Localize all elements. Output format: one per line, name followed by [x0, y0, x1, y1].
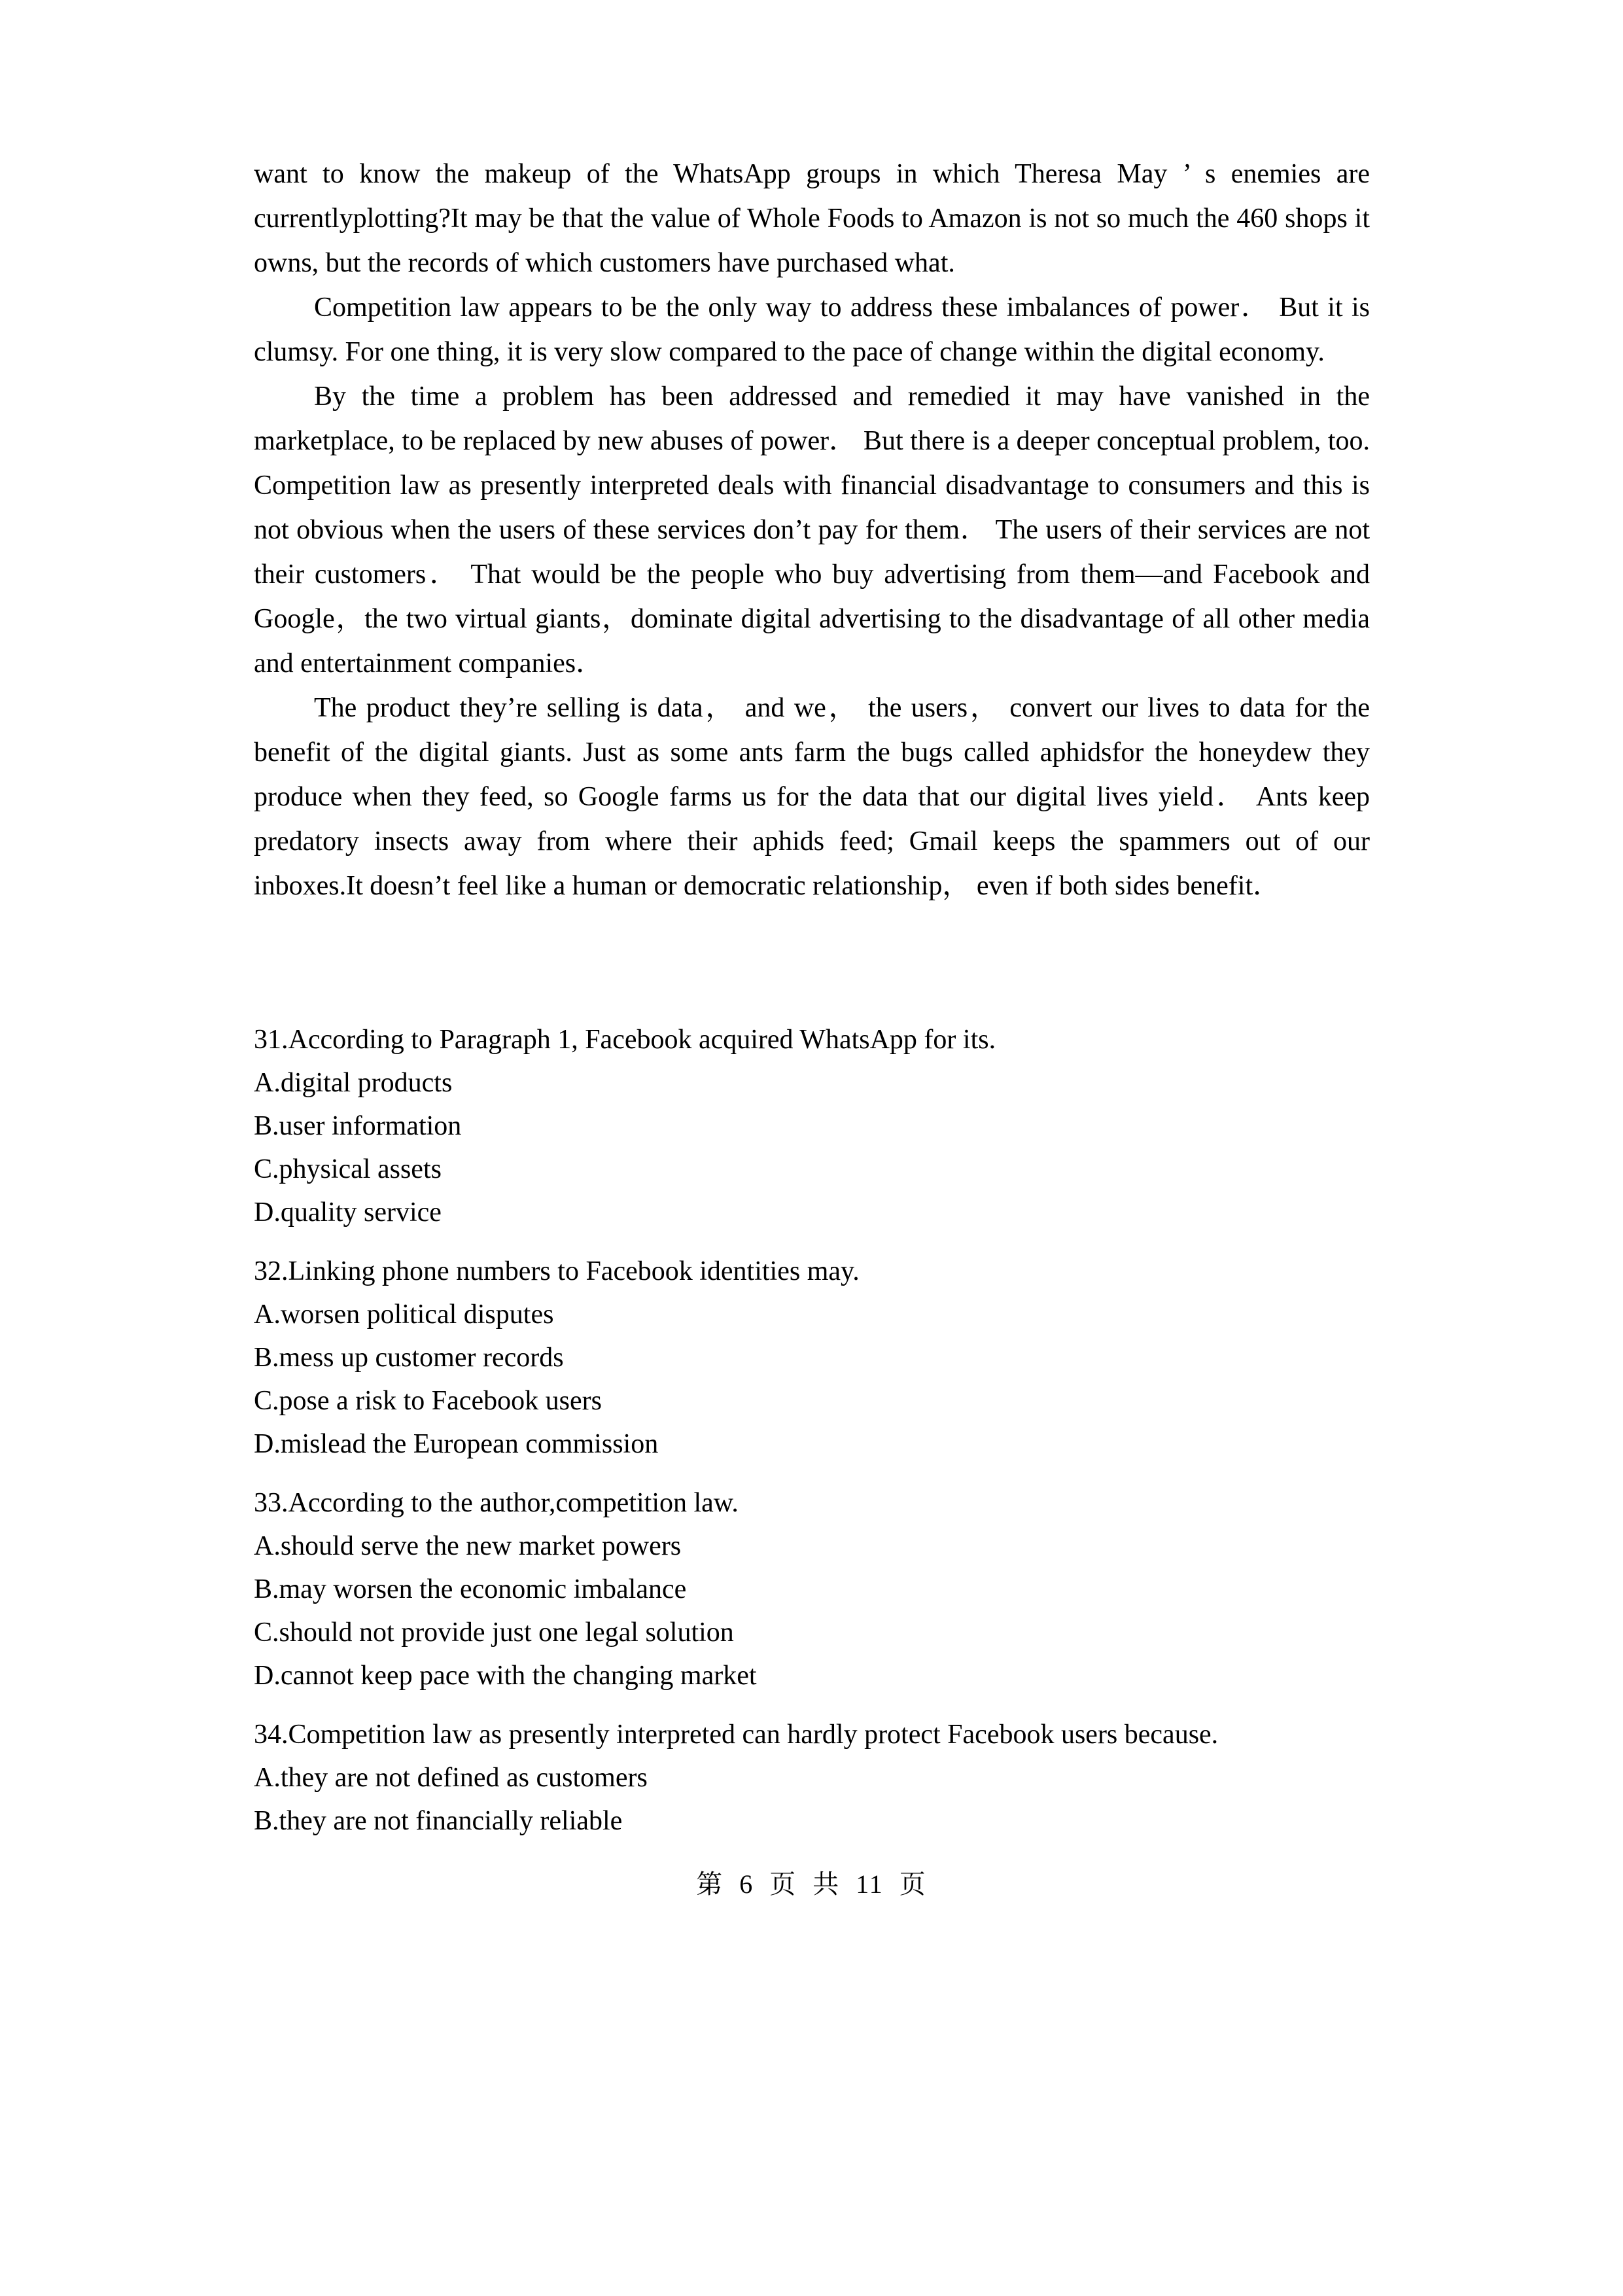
question-33 — [254, 1481, 1370, 1697]
option-a: A.worsen political disputes — [254, 1299, 554, 1330]
question-stem: 33.According to the author,competition law. — [254, 1488, 739, 1518]
question-stem: 34.Competition law as presently interpreted can hardly protect Facebook users because. — [254, 1720, 1219, 1750]
question-32 — [254, 1250, 1370, 1466]
option-d: D.quality service — [254, 1197, 442, 1227]
option-d: D.cannot keep pace with the changing market — [254, 1661, 757, 1691]
question-stem: 32.Linking phone numbers to Facebook identities may. — [254, 1256, 860, 1286]
reading-passage — [254, 152, 1370, 908]
question-34 — [254, 1713, 1370, 1843]
passage-paragraph-2: Competition law appears to be the only way to address these imbalances of power． But it is clumsy. For one thing, it is very slow compared to the pace of change within the digital economy. — [254, 292, 1370, 367]
option-d: D.mislead the European commission — [254, 1429, 659, 1459]
page-number-footer: 第 6 页 共 11 页 — [696, 1869, 927, 1899]
option-c: C.should not provide just one legal solution — [254, 1617, 734, 1648]
passage-paragraph-4: The product they’re selling is data， and we， the users， convert our lives to data for the benefit of the digital giants. Just as some ants farm the bugs called aphidsfor the honeydew they produce when they feed, so Google farms us for the data that our digital lives yield． Ants keep predatory insects away from where their aphids feed; Gmail keeps the spammers out of our inboxes.It doesn’t feel like a human or democratic relationship， even if both sides benefit． — [254, 693, 1370, 901]
question-stem: 31.According to Paragraph 1, Facebook acquired WhatsApp for its. — [254, 1025, 996, 1055]
passage-paragraph-3: By the time a problem has been addressed and remedied it may have vanished in the marketplace, to be replaced by new abuses of power． But there is a deeper conceptual problem, too. Competition law as presently interpreted deals with financial disadvantage to consumers and this is not obvious when the users of these services don’t pay for them． The users of their services are not their customers． That would be the people who buy advertising from them—and Facebook and Google，the two virtual giants，dominate digital advertising to the disadvantage of all other media and entertainment companies． — [254, 381, 1370, 679]
option-c: C.pose a risk to Facebook users — [254, 1386, 602, 1416]
option-a: A.they are not defined as customers — [254, 1763, 648, 1793]
option-a: A.digital products — [254, 1068, 453, 1098]
option-c: C.physical assets — [254, 1154, 442, 1184]
option-b: B.may worsen the economic imbalance — [254, 1574, 687, 1604]
passage-paragraph-1: want to know the makeup of the WhatsApp groups in which Theresa May ’ s enemies are currentlyplotting?It may be that the value of Whole Foods to Amazon is not so much the 460 shops it owns, but the records of which customers have purchased what. — [254, 159, 1370, 278]
option-b: B.user information — [254, 1111, 462, 1141]
option-a: A.should serve the new market powers — [254, 1531, 682, 1561]
question-list — [254, 1018, 1370, 1858]
option-b: B.mess up customer records — [254, 1343, 564, 1373]
option-b: B.they are not financially reliable — [254, 1806, 623, 1836]
question-31 — [254, 1018, 1370, 1234]
